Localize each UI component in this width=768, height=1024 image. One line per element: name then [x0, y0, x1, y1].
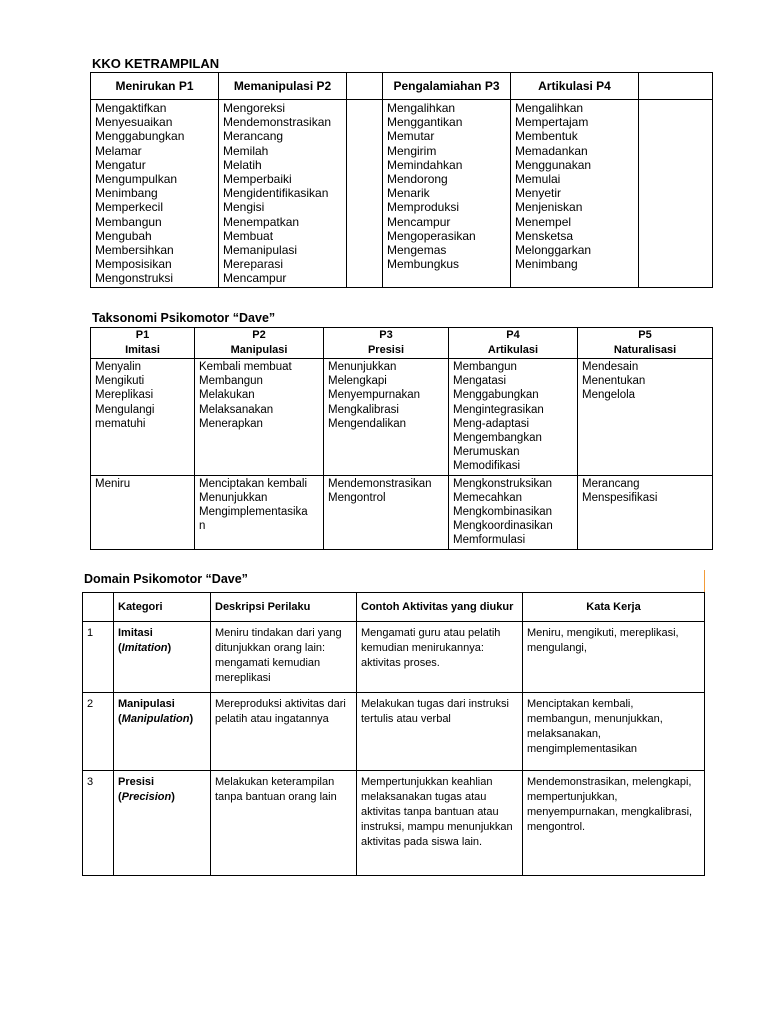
list-item: Mengaktifkan	[95, 101, 167, 115]
list-item: Mendemonstrasikan	[328, 477, 432, 490]
column-header: Pengalamiahan P3	[383, 73, 511, 100]
table-cell	[91, 475, 195, 549]
list-item: Menciptakan kembali	[199, 477, 308, 490]
list-item: Membersihkan	[95, 243, 174, 258]
list-item: Menggantikan	[387, 115, 463, 130]
level-name: Artikulasi	[487, 344, 539, 356]
example-cell: Mempertunjukkan keahlian melaksanakan tugas atau aktivitas tanpa bantuan atau instruksi, mampu menunjukkan aktivitas pada siswa lain.	[357, 771, 523, 876]
table-cell	[449, 359, 578, 476]
list-item: Melengkapi	[328, 375, 387, 388]
list-item: Melamar	[95, 143, 142, 158]
list-item: Membentuk	[515, 129, 578, 144]
list-item: Menggunakan	[515, 157, 592, 172]
list-item: Mengemas	[387, 243, 447, 258]
list-item: Memutar	[387, 129, 435, 144]
list-item: Mengembangkan	[453, 432, 542, 445]
column-header	[578, 328, 713, 359]
table-row	[83, 622, 705, 693]
list-item: Mendemonstrasikan	[223, 115, 332, 130]
list-item: Meniru	[95, 477, 131, 490]
domain-psikomotor-table	[82, 592, 705, 876]
list-item: Membangun	[95, 214, 162, 229]
list-item: Mereparasi	[223, 257, 284, 272]
list-item: Menggabungkan	[453, 389, 539, 402]
list-item: Memulai	[515, 172, 561, 187]
list-item: Menyalin	[95, 361, 142, 373]
table-cell	[324, 359, 449, 476]
list-item: Mempertajam	[515, 115, 589, 130]
list-item: Mengimplementasika	[199, 506, 308, 519]
verbs-cell: Menciptakan kembali, membangun, menunjukkan, melaksanakan, mengimplementasikan	[523, 693, 705, 771]
level-name: Naturalisasi	[613, 344, 677, 356]
list-item: mematuhi	[95, 417, 146, 430]
table-cell	[347, 100, 383, 288]
list-item: Mensketsa	[515, 228, 574, 243]
table-row	[91, 359, 713, 476]
description-cell: Meniru tindakan dari yang ditunjukkan orang lain: mengamati kemudian mereplikasi	[211, 622, 357, 693]
column-header	[324, 328, 449, 359]
category-english-term: Precision	[121, 791, 172, 803]
table-cell	[578, 475, 713, 549]
list-item: Mengoperasikan	[387, 228, 476, 243]
list-item: Melonggarkan	[515, 243, 592, 258]
list-item: Mengalihkan	[515, 101, 584, 115]
table-cell	[578, 359, 713, 476]
list-item: Mengkalibrasi	[328, 403, 399, 416]
list-item: Melakukan	[199, 389, 255, 402]
table-cell	[195, 359, 324, 476]
category-name: Imitasi	[118, 627, 153, 639]
list-item: Menyesuaikan	[95, 115, 173, 130]
section3-title: Domain Psikomotor “Dave”	[84, 572, 248, 586]
column-header	[91, 328, 195, 359]
table-cell	[91, 100, 219, 288]
list-item: Menerapkan	[199, 417, 263, 430]
description-cell: Mereproduksi aktivitas dari pelatih atau ingatannya	[211, 693, 357, 771]
list-item: Mengonstruksi	[95, 271, 174, 286]
column-header: Menirukan P1	[91, 73, 219, 100]
column-header: Contoh Aktivitas yang diukur	[357, 593, 523, 622]
list-item: Membungkus	[387, 257, 460, 272]
list-item: Menimbang	[515, 257, 578, 272]
list-item: Memperkecil	[95, 200, 164, 215]
list-item: Mengirim	[387, 143, 437, 158]
list-item: Mengkombinasikan	[453, 506, 553, 519]
list-item: Merancang	[582, 477, 640, 490]
level-code: P3	[379, 329, 393, 341]
column-header: Memanipulasi P2	[219, 73, 347, 100]
list-item: Mengelola	[582, 389, 636, 402]
list-item: Mencampur	[223, 271, 287, 286]
list-item: Merumuskan	[453, 446, 520, 459]
list-item: Menunjukkan	[328, 361, 397, 373]
list-item: Menyetir	[515, 186, 562, 201]
category-english-term: Imitation	[121, 642, 168, 654]
list-item: Meng-adaptasi	[453, 417, 530, 430]
list-item: Membuat	[223, 228, 274, 243]
table-cell	[449, 475, 578, 549]
table-header-row	[83, 593, 705, 622]
list-item: Mengidentifikasikan	[223, 186, 329, 201]
taksonomi-psikomotor-table	[90, 327, 713, 550]
kko-ketrampilan-table	[90, 72, 713, 288]
level-code: P1	[135, 329, 150, 341]
column-header	[347, 73, 383, 100]
list-item: Memanipulasi	[223, 243, 298, 258]
row-number: 2	[83, 693, 114, 771]
category-english-term: Manipulation	[121, 713, 190, 725]
list-item: Mengalihkan	[387, 101, 456, 115]
table-cell	[324, 475, 449, 549]
list-item: Memindahkan	[387, 157, 463, 172]
list-item: Memformulasi	[453, 534, 526, 547]
category-english: (Imitation)	[118, 642, 172, 654]
category-name: Presisi	[118, 776, 155, 788]
level-code: P4	[506, 329, 520, 341]
list-item: Memilah	[223, 143, 269, 158]
example-cell: Mengamati guru atau pelatih kemudian menirukannya: aktivitas proses.	[357, 622, 523, 693]
row-number: 1	[83, 622, 114, 693]
list-item: Mengikuti	[95, 375, 145, 388]
category-english: (Manipulation)	[118, 713, 194, 725]
list-item: Melatih	[223, 157, 262, 172]
table-cell	[219, 100, 347, 288]
table-cell	[383, 100, 511, 288]
list-item: Memodifikasi	[453, 460, 521, 473]
list-item: Kembali membuat	[199, 361, 292, 373]
verbs-cell: Meniru, mengikuti, mereplikasi, mengulangi,	[523, 622, 705, 693]
table-header-row	[91, 328, 713, 359]
column-header: Artikulasi P4	[511, 73, 639, 100]
table-row	[83, 693, 705, 771]
list-item: Mengulangi	[95, 403, 155, 416]
table-row	[91, 100, 713, 288]
list-item: Memproduksi	[387, 200, 460, 215]
list-item: Mengatasi	[453, 375, 507, 388]
list-item: Memperbaiki	[223, 172, 292, 187]
list-item: Mengoreksi	[223, 101, 286, 115]
column-header: Deskripsi Perilaku	[211, 593, 357, 622]
example-cell: Melakukan tugas dari instruksi tertulis atau verbal	[357, 693, 523, 771]
list-item: Mengubah	[95, 228, 152, 243]
level-code: P5	[638, 329, 652, 341]
level-name: Manipulasi	[230, 344, 288, 356]
list-item: Melaksanakan	[199, 403, 274, 416]
level-code: P2	[252, 329, 266, 341]
list-item: Mendorong	[387, 172, 448, 187]
list-item: Mengatur	[95, 157, 146, 172]
level-name: Presisi	[367, 344, 405, 356]
list-item: Mengintegrasikan	[453, 403, 544, 416]
list-item: Menyempurnakan	[328, 389, 421, 402]
list-item: Menspesifikasi	[582, 491, 658, 504]
row-number: 3	[83, 771, 114, 876]
category-name: Manipulasi	[118, 698, 175, 710]
list-item: Mengontrol	[328, 491, 386, 504]
list-item: Mengkoordinasikan	[453, 520, 553, 533]
list-item: Memadankan	[515, 143, 588, 158]
list-item: Mengendalikan	[328, 417, 407, 430]
category-cell	[114, 693, 211, 771]
list-item: Mencampur	[387, 214, 451, 229]
list-item: Menjeniskan	[515, 200, 583, 215]
list-item: Membangun	[453, 361, 517, 373]
table-cell	[511, 100, 639, 288]
column-header: Kata Kerja	[523, 593, 705, 622]
list-item: Menempatkan	[223, 214, 300, 229]
verbs-cell: Mendemonstrasikan, melengkapi, mempertunjukkan, menyempurnakan, mengkalibrasi, mengontrol.	[523, 771, 705, 876]
list-item: Mengisi	[223, 200, 265, 215]
section1-title: KKO KETRAMPILAN	[92, 56, 220, 71]
section2-title: Taksonomi Psikomotor “Dave”	[92, 311, 276, 325]
category-cell	[114, 771, 211, 876]
list-item: Menarik	[387, 186, 430, 201]
list-item: Menempel	[515, 214, 572, 229]
list-item: Menggabungkan	[95, 129, 185, 144]
level-name: Imitasi	[125, 344, 160, 356]
column-header	[639, 73, 713, 100]
table-row	[83, 771, 705, 876]
table-header-row	[91, 73, 713, 100]
list-item: Mereplikasi	[95, 389, 154, 402]
column-header	[449, 328, 578, 359]
description-cell: Melakukan keterampilan tanpa bantuan orang lain	[211, 771, 357, 876]
category-english: (Precision)	[118, 791, 175, 803]
list-item: Mengkonstruksikan	[453, 477, 553, 490]
list-item: Memposisikan	[95, 257, 172, 272]
list-item: Mendesain	[582, 361, 639, 373]
list-item: Menunjukkan	[199, 491, 268, 504]
list-item: Mengumpulkan	[95, 172, 178, 187]
column-header	[195, 328, 324, 359]
list-item: Menentukan	[582, 375, 646, 388]
list-item: Merancang	[223, 129, 284, 144]
list-item: Membangun	[199, 375, 263, 388]
table-cell	[91, 359, 195, 476]
table-row	[91, 475, 713, 549]
list-item: Menimbang	[95, 186, 158, 201]
list-item: Memecahkan	[453, 491, 523, 504]
list-item: n	[199, 520, 206, 533]
table-cell	[195, 475, 324, 549]
category-cell	[114, 622, 211, 693]
table-cell	[639, 100, 713, 288]
column-header: Kategori	[114, 593, 211, 622]
column-header	[83, 593, 114, 622]
